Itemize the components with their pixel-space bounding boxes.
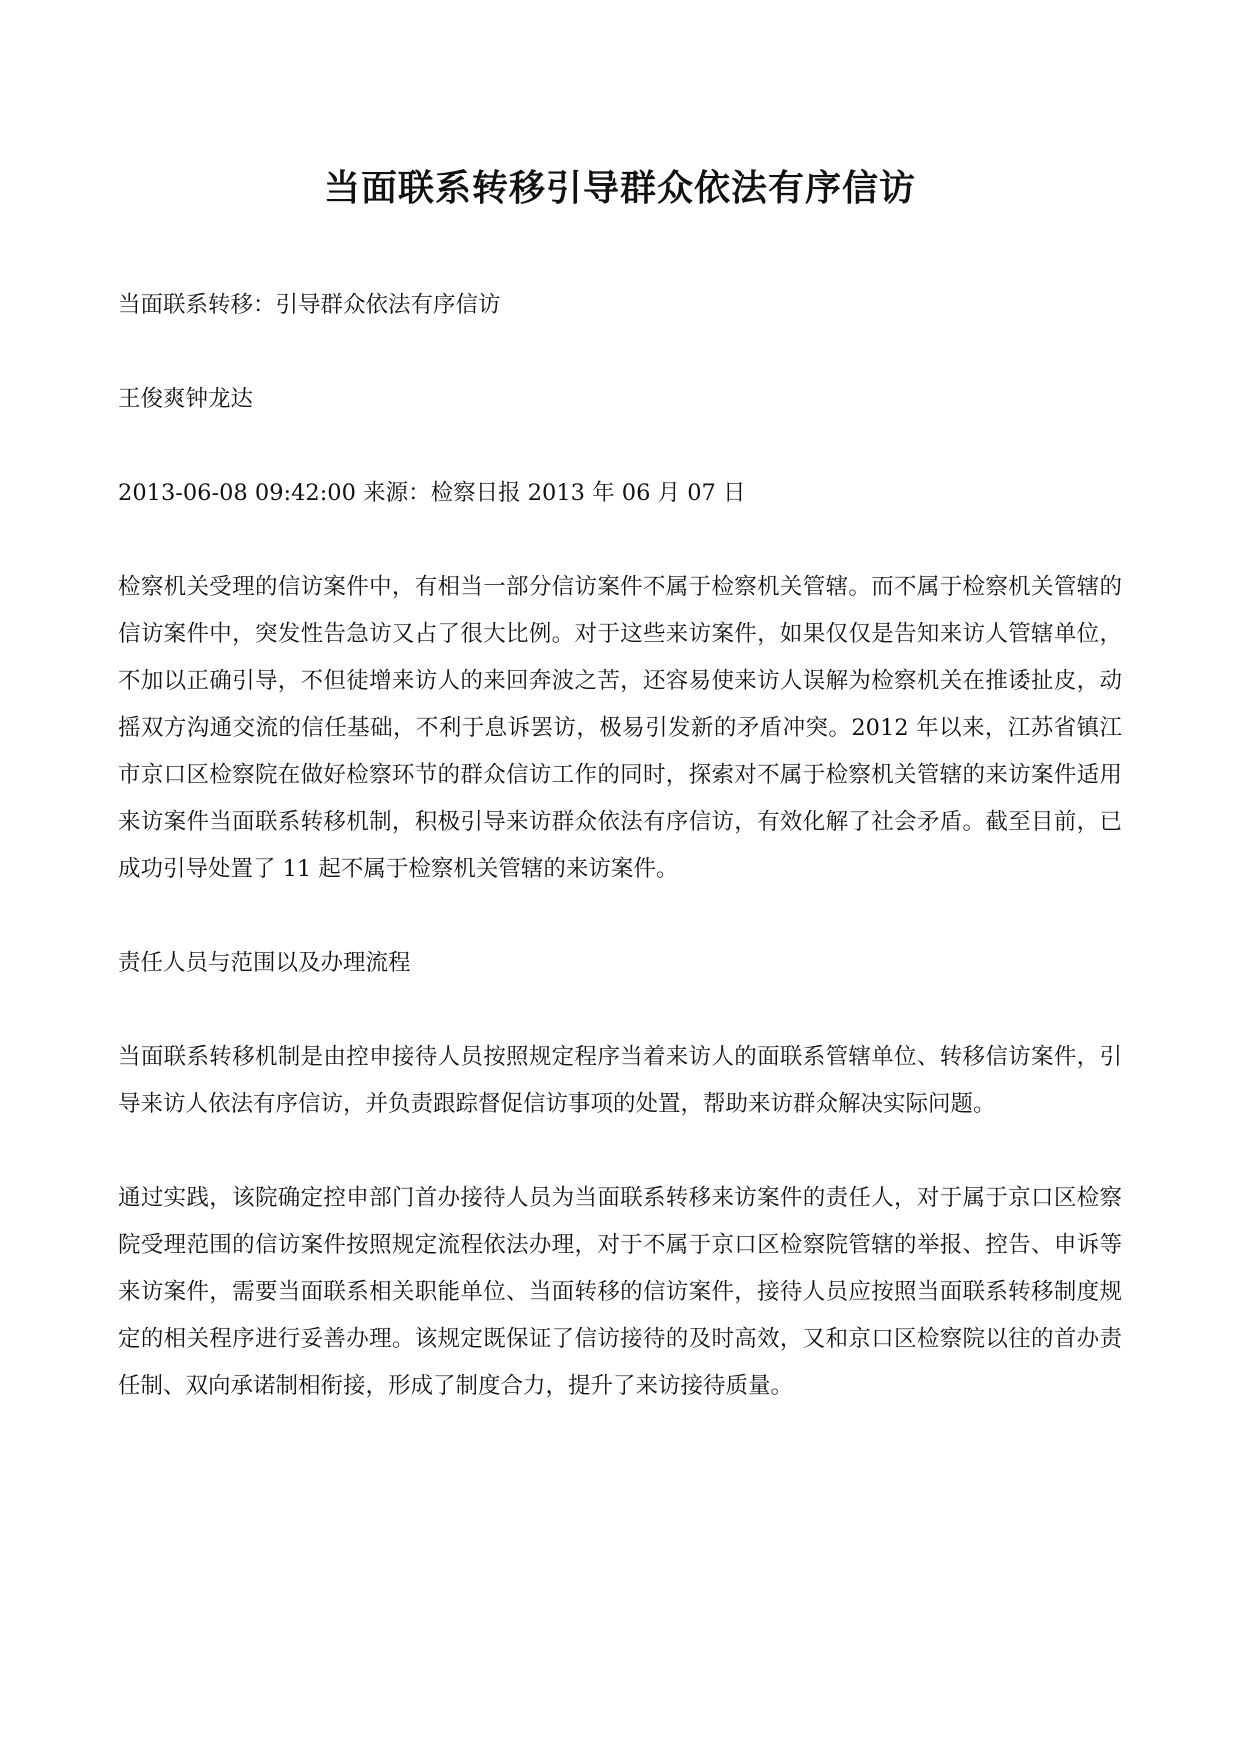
authors: 王俊爽钟龙达 [118,386,254,412]
dateline: 2013-06-08 09:42:00 来源：检察日报 2013 年 06 月 07 日 [118,480,746,506]
paragraph-practice: 通过实践，该院确定控申部门首办接待人员为当面联系转移来访案件的责任人，对于属于京口区检察院受理范围的信访案件按照规定流程依法办理，对于不属于京口区检察院管辖的举报、控告、申诉等来访案件，需要当面联系相关职能单位、当面转移的信访案件，接待人员应按照当面联系转移制度规定的相关程序进行妥善办理。该规定既保证了信访接待的及时高效，又和京口区检察院以往的首办责任制、双向承诺制相衔接，形成了制度合力，提升了来访接待质量。 [118,1185,1122,1399]
subtitle: 当面联系转移：引导群众依法有序信访 [118,292,501,318]
document-title: 当面联系转移引导群众依法有序信访 [323,168,916,209]
document-body [118,282,1122,1457]
section-heading: 责任人员与范围以及办理流程 [118,950,411,976]
paragraph-mechanism: 当面联系转移机制是由控申接待人员按照规定程序当着来访人的面联系管辖单位、转移信访案件，引导来访人依法有序信访，并负责跟踪督促信访事项的处置，帮助来访群众解决实际问题。 [118,1044,1122,1117]
paragraph-intro: 检察机关受理的信访案件中，有相当一部分信访案件不属于检察机关管辖。而不属于检察机关管辖的信访案件中，突发性告急访又占了很大比例。对于这些来访案件，如果仅仅是告知来访人管辖单位，不加以正确引导，不但徒增来访人的来回奔波之苦，还容易使来访人误解为检察机关在推诿扯皮，动摇双方沟通交流的信任基础，不利于息诉罢访，极易引发新的矛盾冲突。2012 年以来，江苏省镇江市京口区检察院在做好检察环节的群众信访工作的同时，探索对不属于检察机关管辖的来访案件适用来访案件当面联系转移机制，积极引导来访群众依法有序信访，有效化解了社会矛盾。截至目前，已成功引导处置了 11 起不属于检察机关管辖的来访案件。 [118,574,1122,882]
